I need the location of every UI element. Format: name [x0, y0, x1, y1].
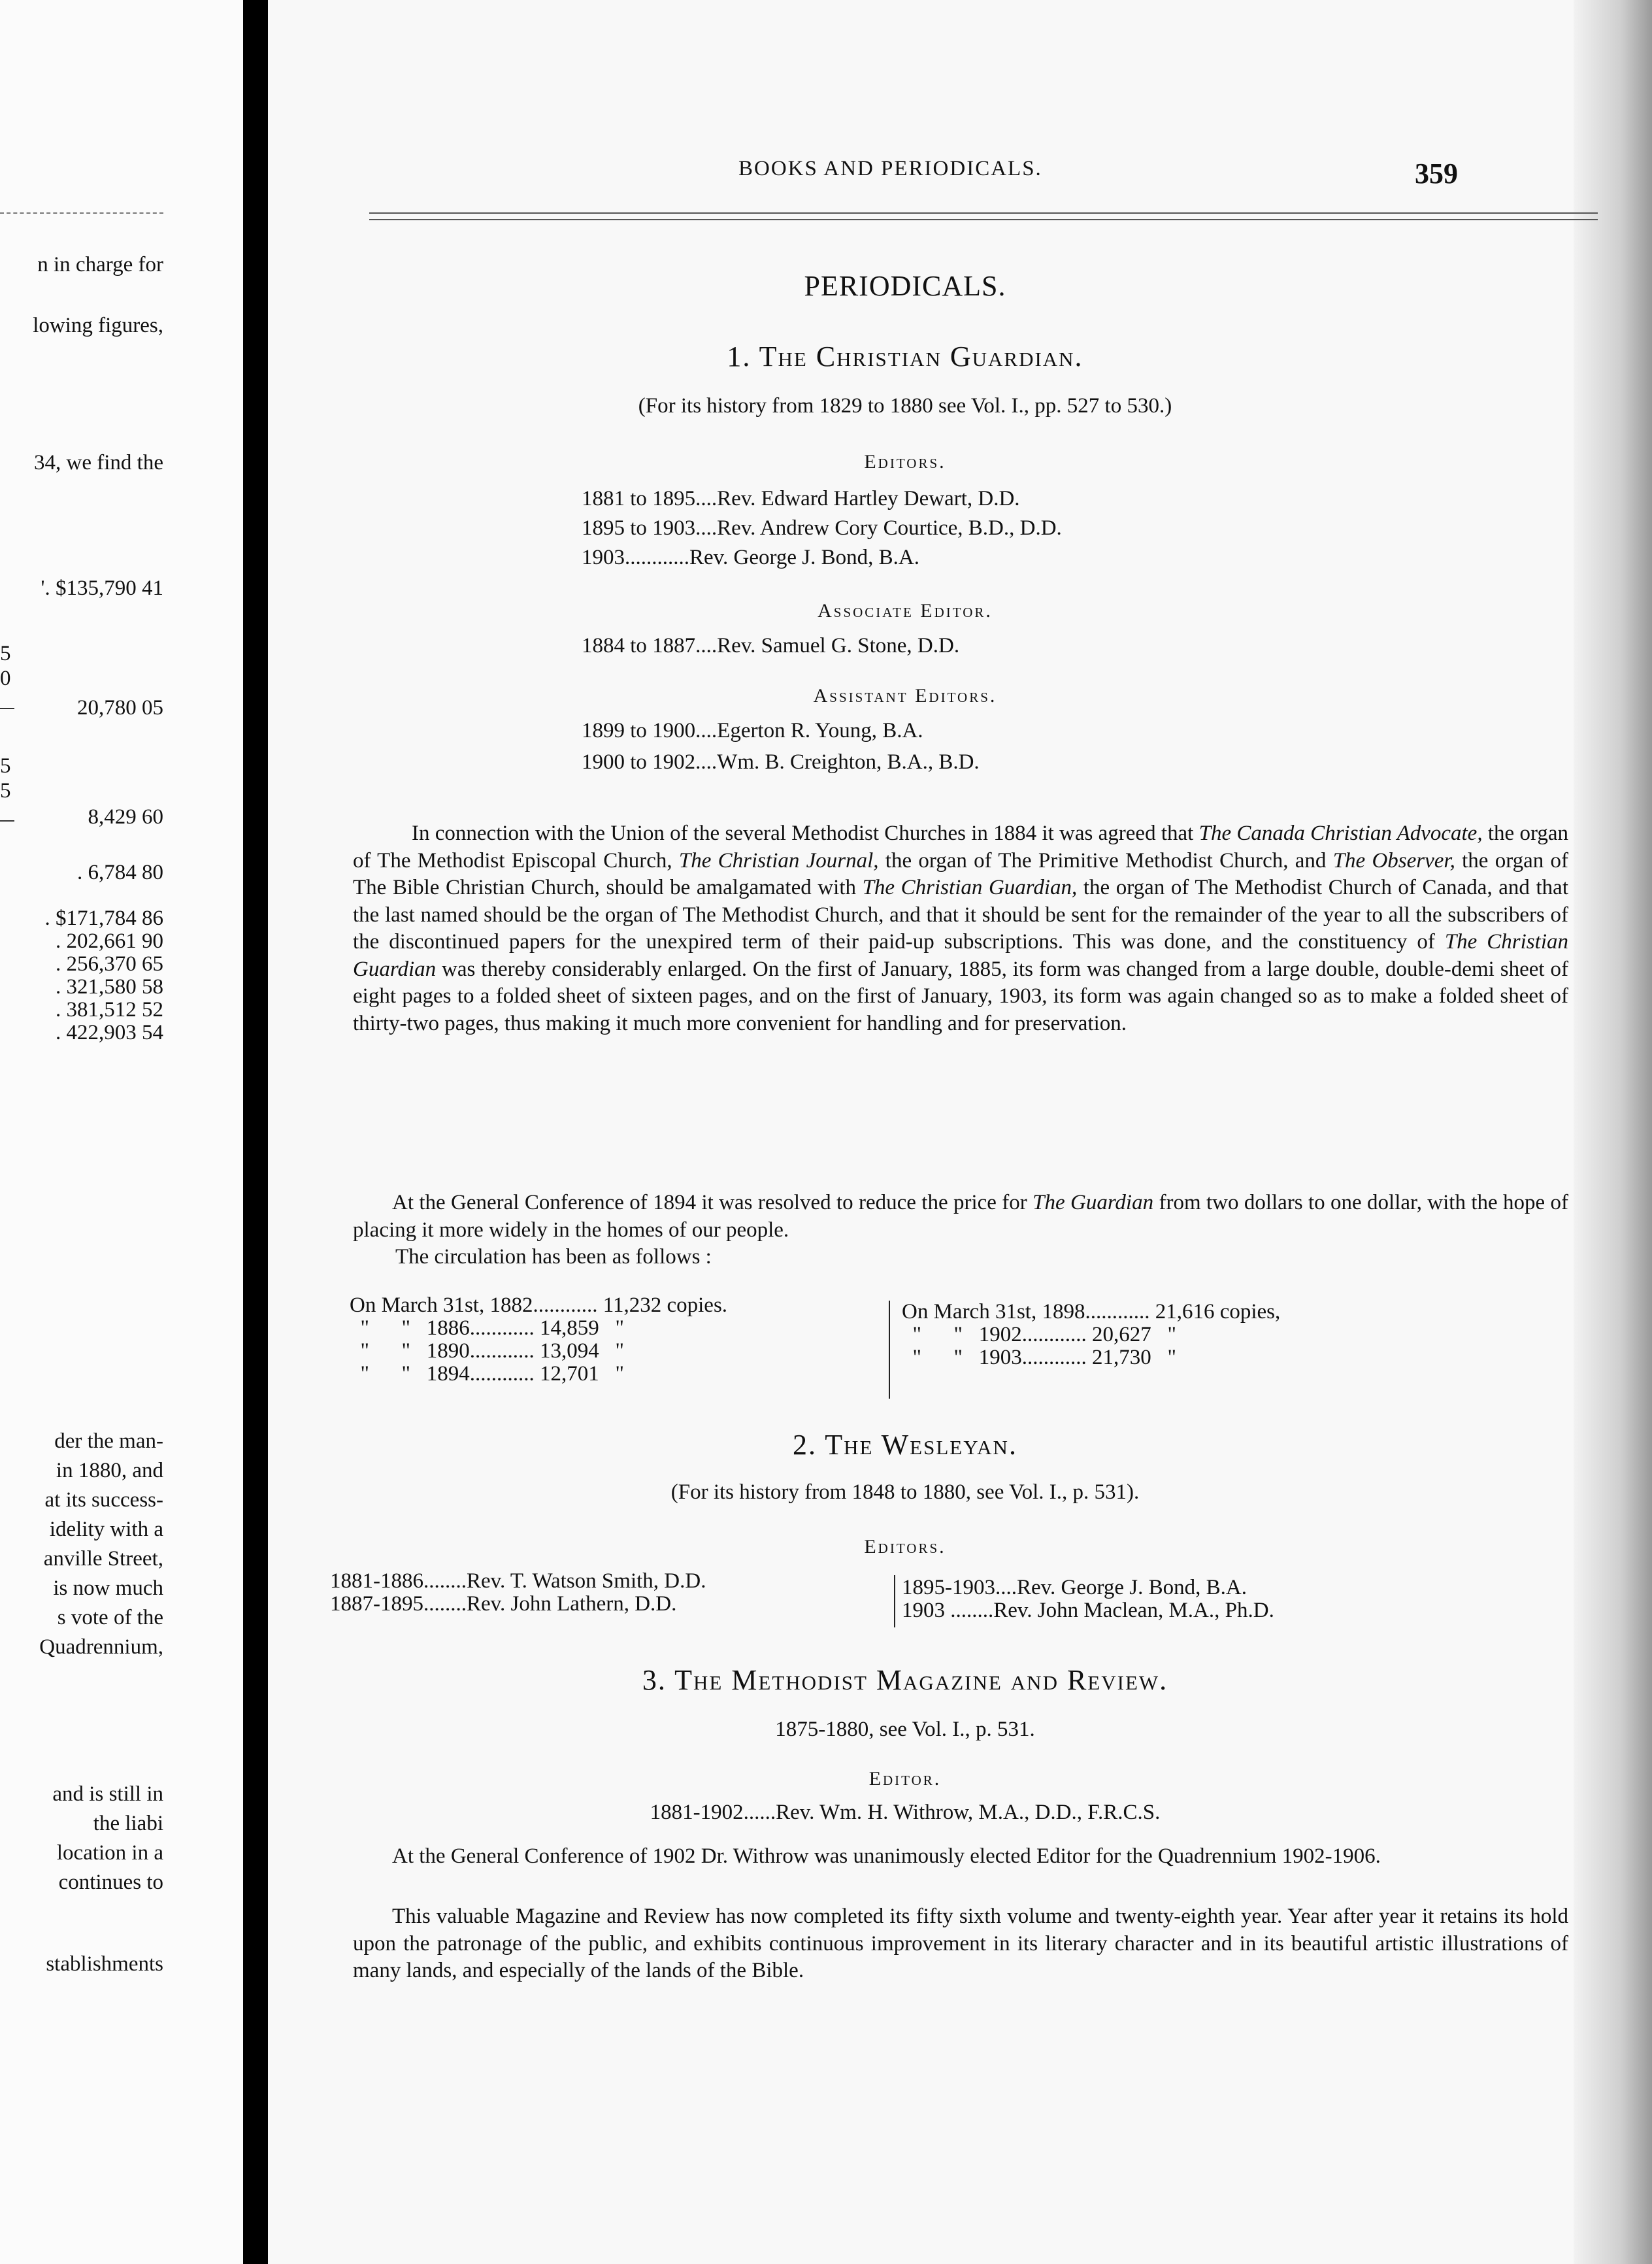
magazine-editor-heading: Editor. — [868, 1768, 942, 1790]
wesleyan-editor-line: 1887-1895........Rev. John Lathern, D.D. — [330, 1592, 677, 1616]
magazine-editor-line: 1881-1902......Rev. Wm. H. Withrow, M.A., D.D., F.R.C.S. — [650, 1801, 1161, 1824]
wesleyan-history-note: (For its history from 1848 to 1880, see Vol. I., p. 531). — [670, 1480, 1140, 1504]
book-page — [268, 0, 1652, 2264]
magazine-title: 3. The Methodist Magazine and Review. — [642, 1664, 1168, 1696]
left-text-line: . 381,512 52 — [56, 998, 163, 1022]
guardian-assistants-heading: Assistant Editors. — [813, 685, 997, 707]
left-text-line: Quadrennium, — [39, 1635, 163, 1659]
section-title: PERIODICALS. — [804, 270, 1006, 302]
left-text-line: and is still in — [52, 1782, 163, 1806]
guardian-paragraph: In connection with the Union of the several Methodist Churches in 1884 it was agreed that The Canada Christian Advocate, the organ of The Methodist Episcopal Church, The Christian Journal, the organ of The Primitive Methodist Church, and The Observer, the organ of The Bible Christian Church, should be amalgamated with The Christian Guardian, the organ of The Methodist Church of Canada, and that the last named should be the organ of The Methodist Church, and that it should be sent for the remainder of the year to all the subscribers of the discontinued papers for the unexpired term of their paid-up subscriptions. This was done, and the constituency of The Christian Guardian was thereby considerably enlarged. On the first of January, 1885, its form was changed from a large double, double-demi sheet of eight pages to a folded sheet of sixteen pages, and on the first of January, 1903, its form was again changed so as to make a folded sheet of thirty-two pages, thus making it much more convenient for handling and for preservation. — [353, 822, 1569, 1035]
left-text-line: in 1880, and — [56, 1459, 163, 1482]
left-text-line: is now much — [53, 1576, 163, 1600]
left-text-line: '. $135,790 41 — [41, 576, 163, 600]
guardian-editor-line: 1903............Rev. George J. Bond, B.A. — [582, 546, 919, 569]
circulation-intro: The circulation has been as follows : — [395, 1245, 712, 1269]
wesleyan-divider — [894, 1575, 895, 1627]
circulation-row: " " 1894............ 12,701 " — [350, 1362, 624, 1386]
left-text-line: 8,429 60 — [88, 805, 163, 829]
header-rule — [369, 212, 1598, 214]
magazine-paragraph: This valuable Magazine and Review has now completed its fifty sixth volume and twenty-eighth year. Year after year it retains its hold upon the patronage of the public, and exhibits continuous improvement in its literary character and in its beautiful artistic illustrations of many lands, and especially of the lands of the Bible. — [353, 1905, 1568, 1982]
left-text-line: 0 — [0, 667, 11, 690]
circulation-divider — [889, 1301, 890, 1399]
left-text-line: lowing figures, — [33, 314, 163, 337]
left-text-line: . 202,661 90 — [56, 929, 163, 953]
guardian-associate-heading: Associate Editor. — [818, 600, 993, 622]
left-text-line: 34, we find the — [34, 451, 163, 474]
page-number: 359 — [1415, 158, 1458, 190]
guardian-editors-heading: Editors. — [864, 451, 946, 473]
left-text-line: location in a — [56, 1841, 163, 1865]
guardian-editor-line: 1881 to 1895....Rev. Edward Hartley Dewart, D.D. — [582, 487, 1020, 510]
left-text-line: der the man- — [54, 1429, 163, 1453]
running-head: BOOKS AND PERIODICALS. — [738, 157, 1042, 180]
guardian-editor-line: 1895 to 1903....Rev. Andrew Cory Courtice, B.D., D.D. — [582, 516, 1062, 540]
circulation-row: " " 1886............ 14,859 " — [350, 1316, 624, 1340]
left-text-line: 5 — [0, 779, 11, 803]
left-text-line: . 256,370 65 — [56, 952, 163, 976]
page-edge-shadow — [1574, 0, 1652, 2264]
left-facing-page — [0, 0, 243, 2264]
circulation-row: " " 1890............ 13,094 " — [350, 1339, 624, 1363]
guardian-history-note: (For its history from 1829 to 1880 see Vol. I., pp. 527 to 530.) — [638, 394, 1172, 418]
left-text-line: anville Street, — [43, 1547, 163, 1571]
left-text-line: s vote of the — [57, 1606, 163, 1629]
left-text-line: the liabi — [93, 1812, 163, 1835]
wesleyan-editor-line: 1895-1903....Rev. George J. Bond, B.A. — [902, 1576, 1247, 1599]
left-text-line: . $171,784 86 — [44, 907, 163, 930]
wesleyan-editors-heading: Editors. — [864, 1536, 946, 1557]
left-text-line: stablishments — [46, 1952, 163, 1976]
circulation-row: " " 1903............ 21,730 " — [902, 1346, 1176, 1369]
wesleyan-title: 2. The Wesleyan. — [793, 1429, 1017, 1461]
wesleyan-editor-line: 1881-1886........Rev. T. Watson Smith, D.D. — [330, 1569, 706, 1593]
guardian-associate-line: 1884 to 1887....Rev. Samuel G. Stone, D.D. — [582, 634, 960, 658]
left-text-line: . 422,903 54 — [56, 1021, 163, 1044]
left-text-line: . 6,784 80 — [77, 861, 163, 884]
magazine-history-note: 1875-1880, see Vol. I., p. 531. — [775, 1718, 1035, 1741]
left-text-line: n in charge for — [37, 253, 163, 276]
circulation-row: On March 31st, 1882............ 11,232 copies. — [350, 1293, 728, 1317]
left-text-line: at its success- — [44, 1488, 163, 1512]
guardian-assistant-line: 1899 to 1900....Egerton R. Young, B.A. — [582, 719, 923, 742]
left-text-line: 5 — [0, 642, 11, 665]
guardian-assistant-line: 1900 to 1902....Wm. B. Creighton, B.A., B.D. — [582, 750, 980, 774]
guardian-price-paragraph: At the General Conference of 1894 it was resolved to reduce the price for The Guardian from two dollars to one dollar, with the hope of placing it more widely in the homes of our people. — [353, 1191, 1568, 1242]
circulation-row: On March 31st, 1898............ 21,616 copies, — [902, 1300, 1281, 1323]
magazine-paragraph: At the General Conference of 1902 Dr. Withrow was unanimously elected Editor for the Quadrennium 1902-1906. — [392, 1844, 1381, 1868]
circulation-row: " " 1902............ 20,627 " — [902, 1323, 1176, 1346]
left-text-line: 5 — [0, 754, 11, 778]
left-header-rule — [0, 212, 163, 214]
left-text-line: 20,780 05 — [77, 696, 163, 720]
header-rule — [369, 219, 1598, 220]
left-text-line: idelity with a — [49, 1518, 163, 1541]
left-text-line: continues to — [58, 1871, 163, 1894]
left-text-line: . 321,580 58 — [56, 975, 163, 999]
guardian-title: 1. The Christian Guardian. — [727, 341, 1083, 373]
wesleyan-editor-line: 1903 ........Rev. John Maclean, M.A., Ph.D. — [902, 1599, 1274, 1622]
